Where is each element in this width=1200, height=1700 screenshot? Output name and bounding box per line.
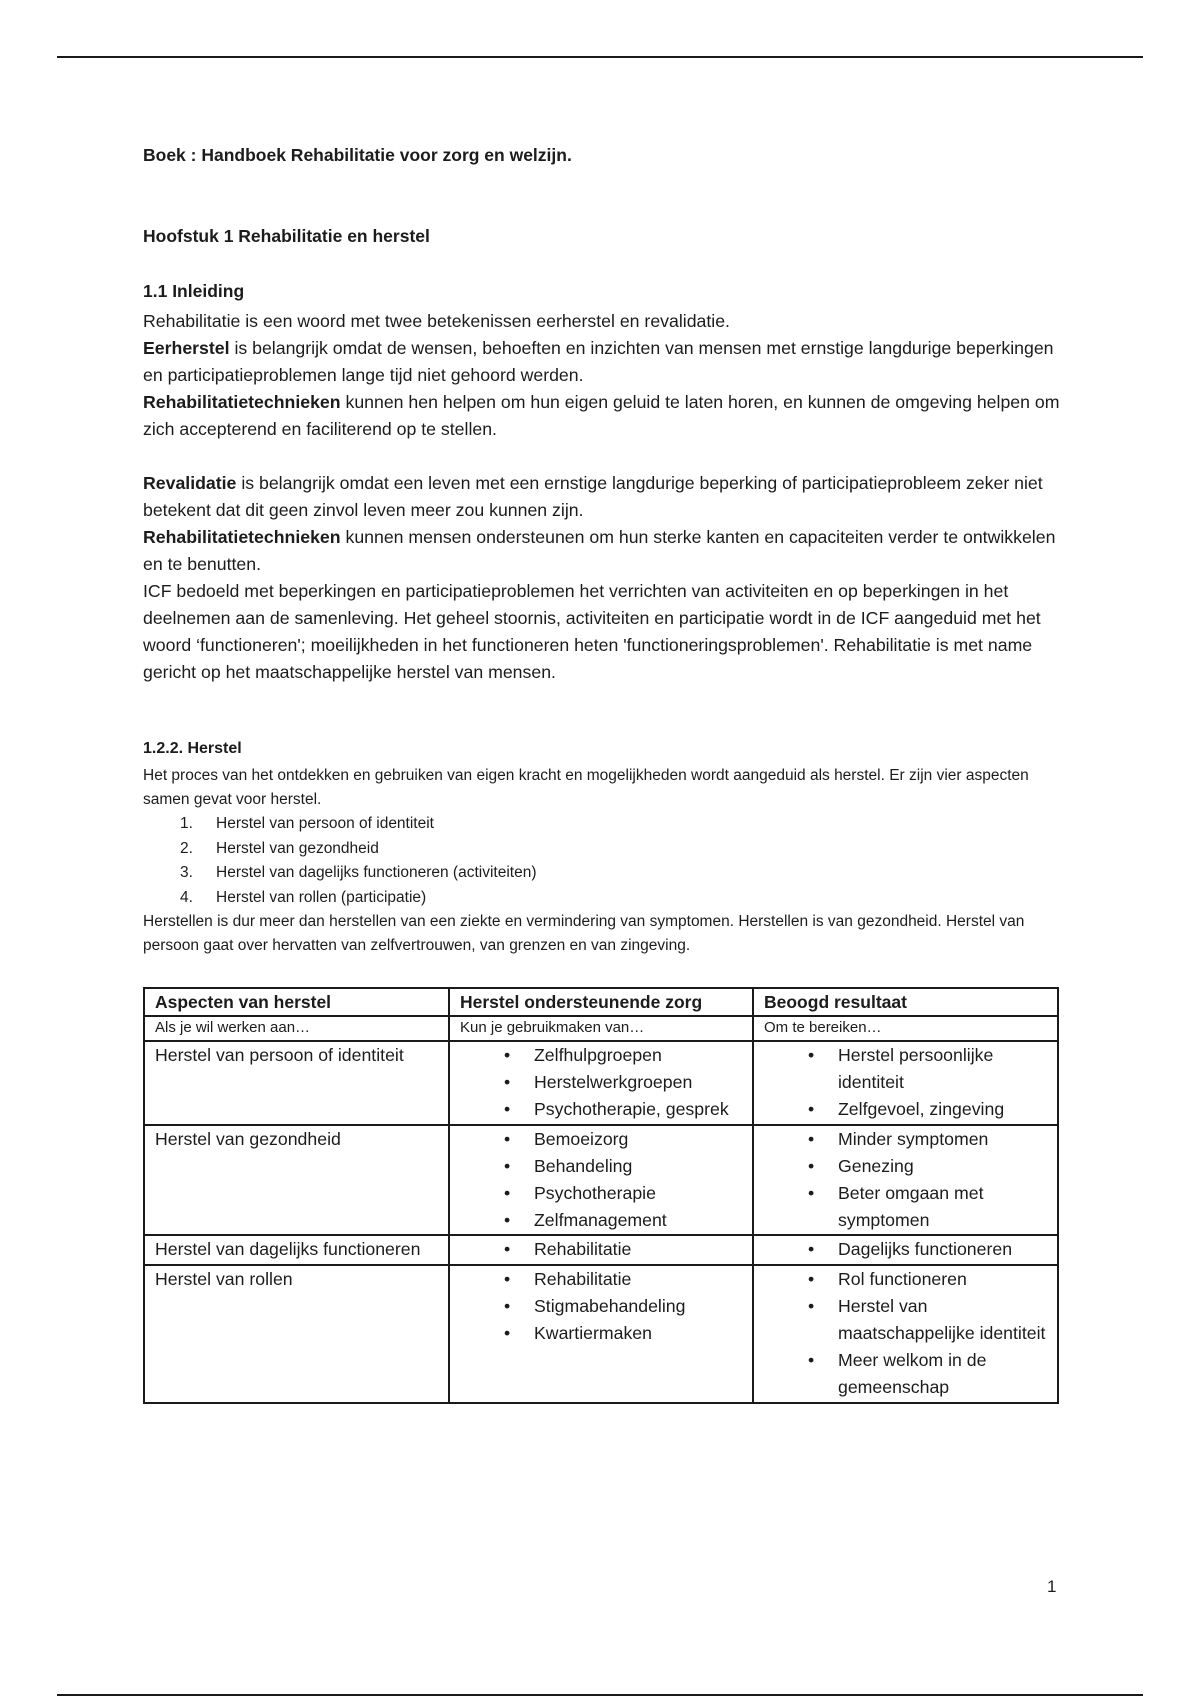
table-row: [144, 1265, 1058, 1403]
eerherstel-text: is belangrijk omdat de wensen, behoeften en inzichten van mensen met ernstige langdurige beperkingen en participatieproblemen lange tijd niet gehoord werden.: [143, 338, 1054, 385]
term-rehabilitatietechnieken-2: Rehabilitatietechnieken: [143, 527, 341, 547]
book-title: Boek : Handboek Rehabilitatie voor zorg en welzijn.: [143, 145, 572, 165]
resultaat-cell: [753, 1235, 1058, 1264]
table-row: [144, 1125, 1058, 1236]
intro-paragraph: [143, 308, 1063, 443]
zorg-cell: [449, 1265, 753, 1403]
list-item: • Kwartiermaken: [460, 1320, 742, 1347]
aspect-cell: Herstel van gezondheid: [144, 1125, 449, 1236]
intro-line: Rehabilitatie is een woord met twee betekenissen eerherstel en revalidatie.: [143, 311, 730, 331]
term-rehabilitatietechnieken: Rehabilitatietechnieken: [143, 392, 341, 412]
resultaat-cell: [753, 1125, 1058, 1236]
list-item: • Genezing: [764, 1153, 1047, 1180]
chapter-title: Hoofstuk 1 Rehabilitatie en herstel: [143, 226, 430, 246]
list-item: • Rehabilitatie: [460, 1266, 742, 1293]
table-header-row: [144, 988, 1058, 1016]
aspect-cell: Herstel van dagelijks functioneren: [144, 1235, 449, 1264]
table-subheader: Om te bereiken…: [753, 1016, 1058, 1041]
list-item: • Rol functioneren: [764, 1266, 1047, 1293]
page-number: 1: [1047, 1577, 1057, 1596]
list-item: 2. Herstel van gezondheid: [180, 839, 379, 857]
term-eerherstel: Eerherstel: [143, 338, 230, 358]
table-header: Beoogd resultaat: [753, 988, 1058, 1016]
list-item: • Herstelwerkgroepen: [460, 1069, 742, 1096]
list-item: • Rehabilitatie: [460, 1236, 742, 1263]
list-item: • Meer welkom in de gemeenschap: [764, 1347, 1047, 1401]
table-subheader: Als je wil werken aan…: [144, 1016, 449, 1041]
list-item: • Psychotherapie: [460, 1180, 742, 1207]
list-item: 3. Herstel van dagelijks functioneren (activiteiten): [180, 864, 537, 881]
resultaat-cell: [753, 1265, 1058, 1403]
techniques-text-2: kunnen mensen ondersteunen om hun sterke kanten en capaciteiten verder te ontwikkelen en te benutten.: [143, 527, 1056, 574]
icf-text: ICF bedoeld met beperkingen en participatieproblemen het verrichten van activiteiten en op beperkingen in het deelnemen aan de samenleving. Het geheel stoornis, activiteiten en participatie wordt in de ICF aangeduid met het woord ‘functioneren'; moeilijkheden in het functioneren heten 'functioneringsproblemen'. Rehabilitatie is met name gericht op het maatschappelijke herstel van mensen.: [143, 581, 1041, 682]
aspect-cell: Herstel van persoon of identiteit: [144, 1041, 449, 1125]
herstel-table: [143, 987, 1059, 1404]
list-item: • Behandeling: [460, 1153, 742, 1180]
revalidatie-text: is belangrijk omdat een leven met een ernstige langdurige beperking of participatieprobleem zeker niet betekent dat dit geen zinvol leven meer zou kunnen zijn.: [143, 473, 1043, 520]
section-title: 1.1 Inleiding: [143, 281, 245, 301]
herstel-intro: Het proces van het ontdekken en gebruiken van eigen kracht en mogelijkheden wordt aangeduid als herstel. Er zijn vier aspecten samen gevat voor herstel.: [143, 767, 1029, 808]
herstel-aspects-list: [180, 812, 537, 910]
list-item: • Psychotherapie, gesprek: [460, 1096, 742, 1123]
table-row: [144, 1041, 1058, 1125]
zorg-cell: [449, 1041, 753, 1125]
list-item: • Bemoeizorg: [460, 1126, 742, 1153]
footer-rule: [57, 1694, 1143, 1696]
herstel-section-title: 1.2.2. Herstel: [143, 740, 242, 757]
zorg-cell: [449, 1235, 753, 1264]
list-item: • Minder symptomen: [764, 1126, 1047, 1153]
list-item: 4. Herstel van rollen (participatie): [180, 888, 427, 906]
list-item: • Zelfgevoel, zingeving: [764, 1096, 1047, 1123]
techniques-text: kunnen hen helpen om hun eigen geluid te laten horen, en kunnen de omgeving helpen om zich accepterend en faciliterend op te stellen.: [143, 392, 1060, 439]
list-item: • Zelfmanagement: [460, 1207, 742, 1234]
table-header: Aspecten van herstel: [144, 988, 449, 1016]
revalidatie-paragraph: [143, 470, 1063, 686]
header-rule: [57, 56, 1143, 58]
resultaat-cell: [753, 1041, 1058, 1125]
list-item: • Beter omgaan met symptomen: [764, 1180, 1047, 1234]
list-item: • Herstel van maatschappelijke identiteit: [764, 1293, 1047, 1347]
zorg-cell: [449, 1125, 753, 1236]
list-item: • Stigmabehandeling: [460, 1293, 742, 1320]
table-subheader-row: [144, 1016, 1058, 1041]
term-revalidatie: Revalidatie: [143, 473, 237, 493]
aspect-cell: Herstel van rollen: [144, 1265, 449, 1403]
list-item: • Herstel persoonlijke identiteit: [764, 1042, 1047, 1096]
list-item: • Dagelijks functioneren: [764, 1236, 1047, 1263]
list-item: • Zelfhulpgroepen: [460, 1042, 742, 1069]
herstel-outro: Herstellen is dur meer dan herstellen van een ziekte en vermindering van symptomen. Herstellen is van gezondheid. Herstel van persoon gaat over hervatten van zelfvertrouwen, van grenzen en van zingeving.: [143, 913, 1025, 954]
table-subheader: Kun je gebruikmaken van…: [449, 1016, 753, 1041]
table-row: [144, 1235, 1058, 1264]
table-header: Herstel ondersteunende zorg: [449, 988, 753, 1016]
list-item: 1. Herstel van persoon of identiteit: [180, 815, 434, 832]
